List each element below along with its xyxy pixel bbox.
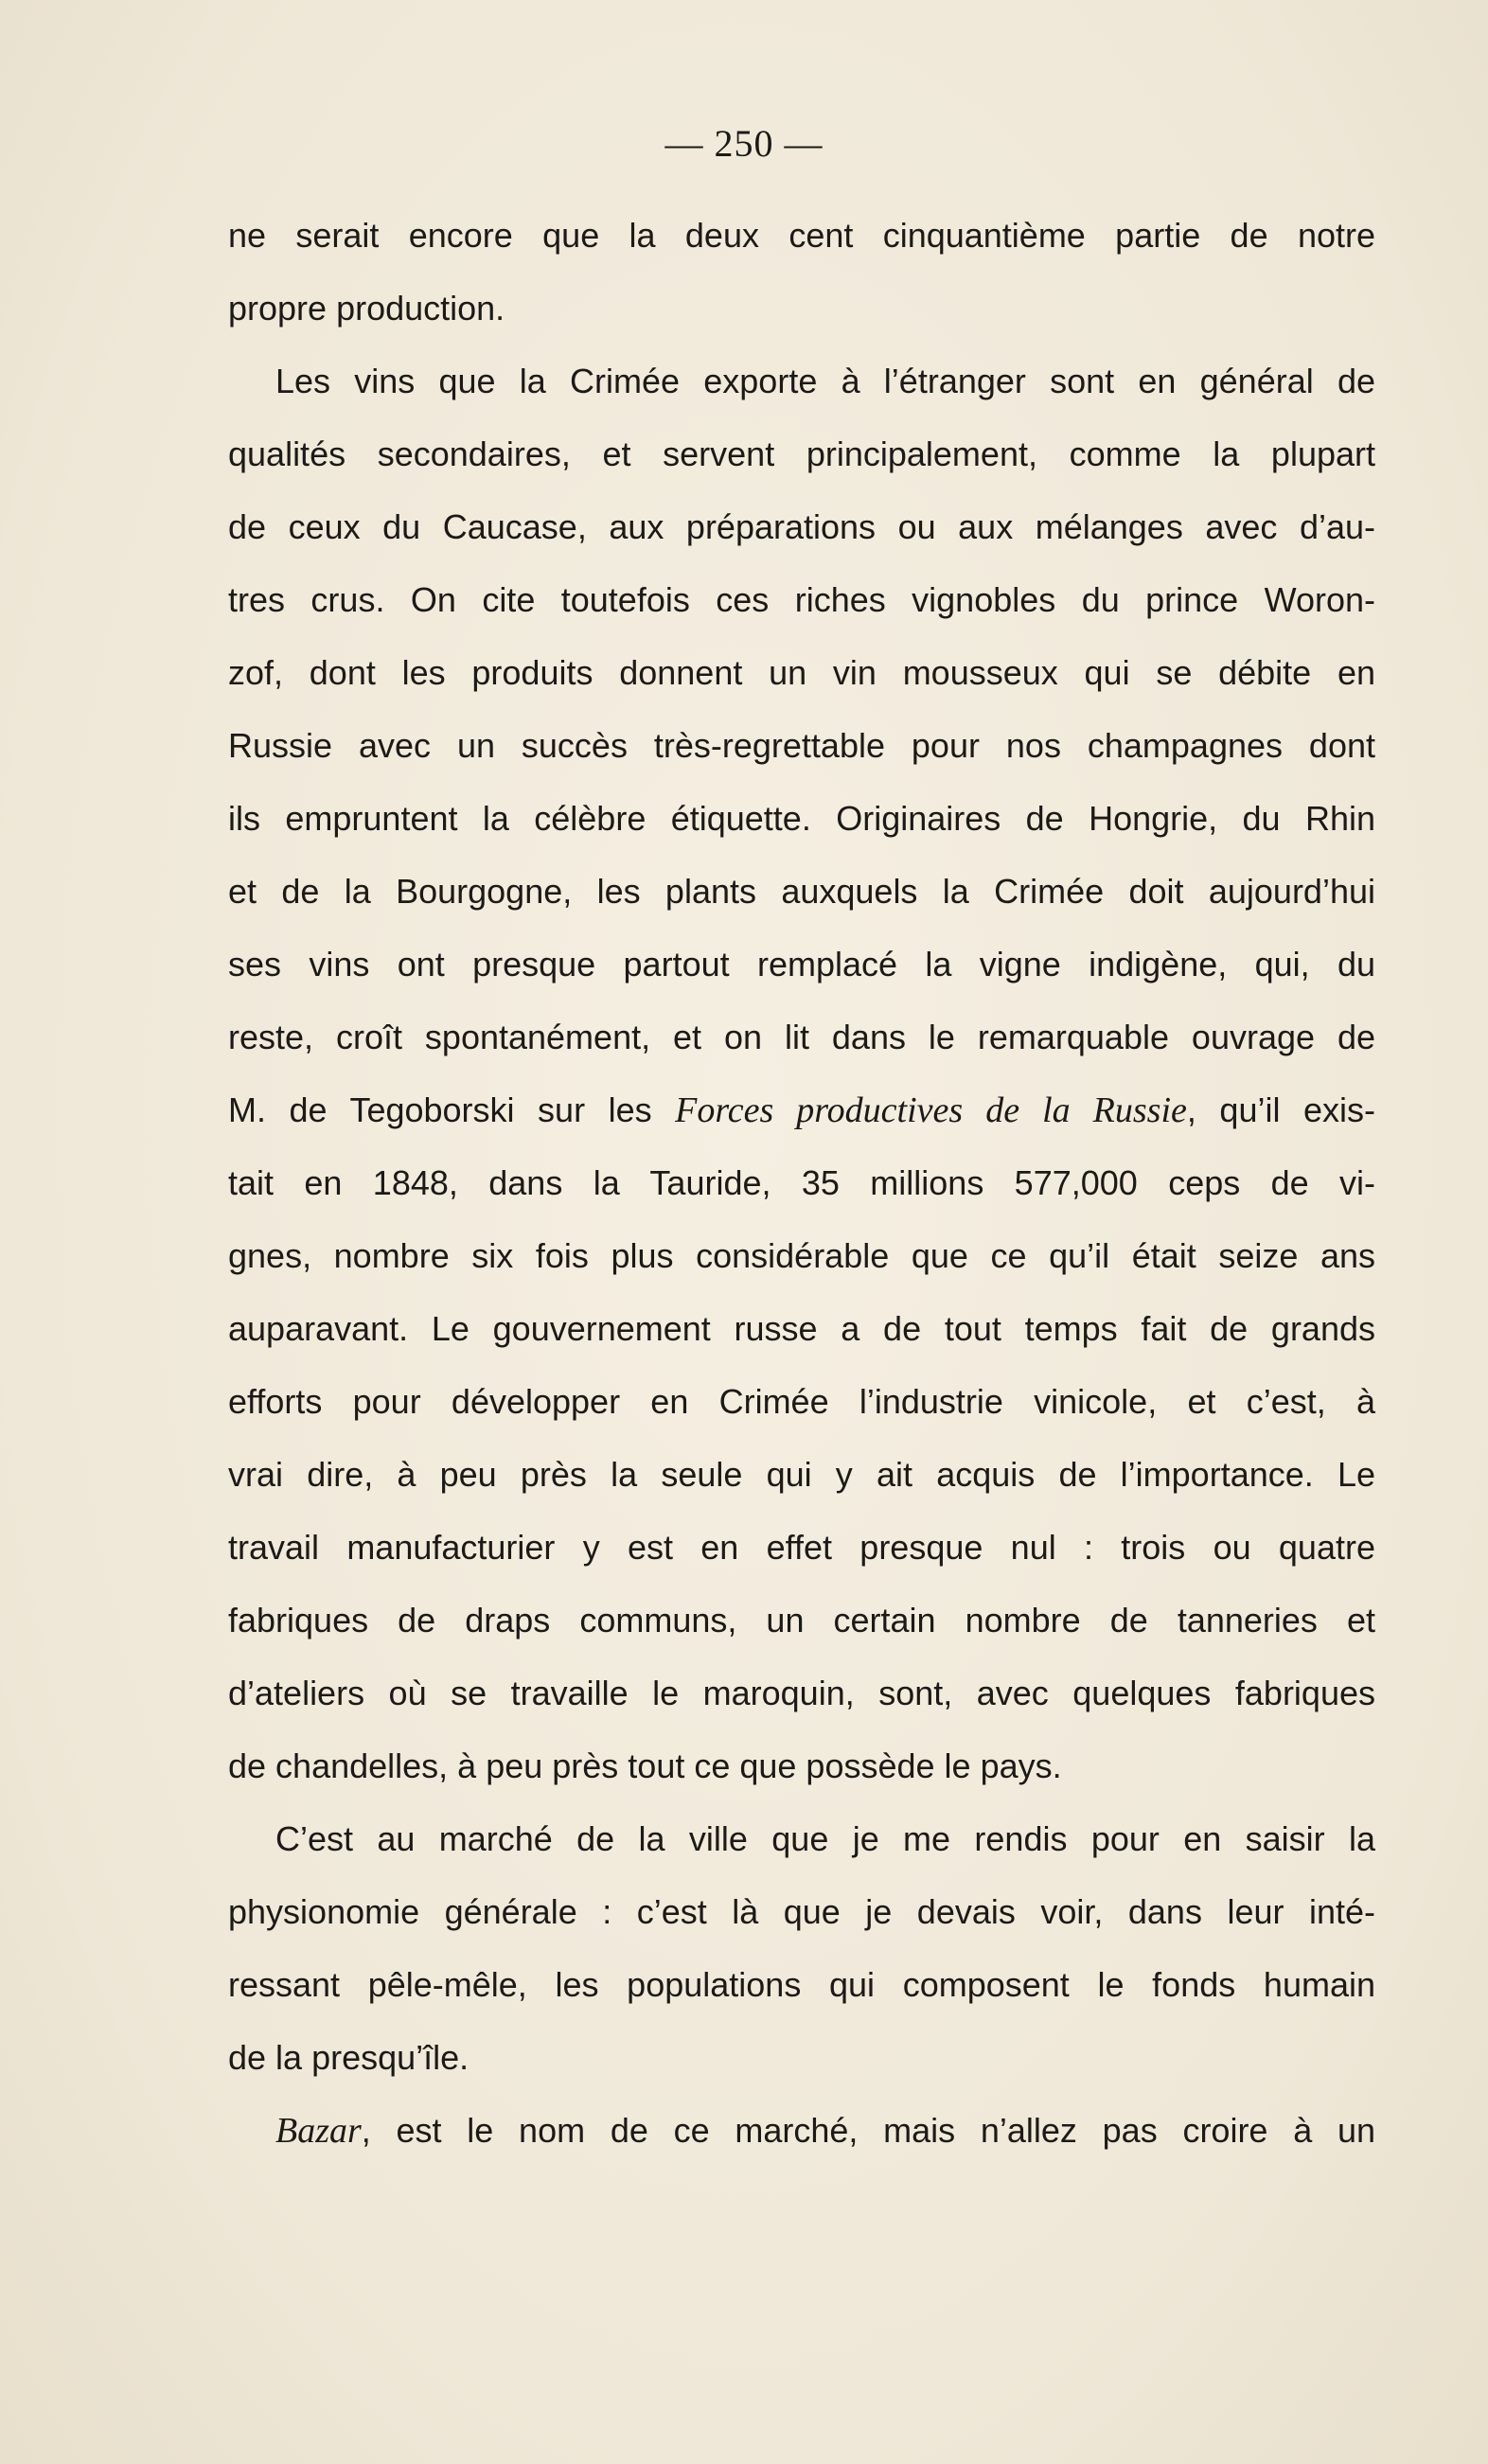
text-segment: Russie avec un succès très-regrettable pour nos champagnes dont (228, 726, 1375, 765)
text-line (228, 1948, 1375, 2021)
text-segment: travail manufacturier y est en effet presque nul : trois ou quatre (228, 1528, 1375, 1567)
text-line (228, 1001, 1375, 1073)
text-line (228, 1802, 1375, 1875)
text-segment: ils empruntent la célèbre étiquette. Originaires de Hongrie, du Rhin (228, 799, 1375, 838)
text-segment: reste, croît spontanément, et on lit dans le remarquable ouvrage de (228, 1018, 1375, 1056)
text-segment: M. de Tegoborski sur les (228, 1090, 676, 1129)
text-segment: et de la Bourgogne, les plants auxquels la Crimée doit aujourd’hui (228, 872, 1375, 911)
text-line (228, 1584, 1375, 1657)
text-line (228, 417, 1375, 490)
text-segment: tait en 1848, dans la Tauride, 35 millions 577,000 ceps de vi- (228, 1163, 1375, 1202)
text-segment: gnes, nombre six fois plus considérable que ce qu’il était seize ans (228, 1236, 1375, 1275)
text-line (228, 490, 1375, 563)
text-segment: de chandelles, à peu près tout ce que possède le pays. (228, 1746, 1062, 1785)
text-line (228, 782, 1375, 855)
text-line (228, 1073, 1375, 1146)
text-segment: , qu’il exis- (1186, 1090, 1375, 1129)
text-segment: C’est au marché de la ville que je me rendis pour en saisir la (275, 1819, 1375, 1858)
text-line (228, 1292, 1375, 1365)
text-line (228, 1365, 1375, 1438)
text-line (228, 1657, 1375, 1729)
text-segment: efforts pour développer en Crimée l’industrie vinicole, et c’est, à (228, 1382, 1375, 1421)
italic-text: Forces productives de la Russie (675, 1090, 1187, 1130)
text-line (228, 636, 1375, 709)
text-line (228, 1875, 1375, 1948)
text-line (228, 855, 1375, 928)
text-line (228, 928, 1375, 1001)
text-line (228, 563, 1375, 636)
text-segment: Les vins que la Crimée exporte à l’étranger sont en général de (275, 362, 1375, 400)
text-line (228, 1438, 1375, 1511)
text-line (228, 2021, 1375, 2094)
text-segment: ressant pêle-mêle, les populations qui composent le fonds humain (228, 1965, 1375, 2004)
body-text (228, 199, 1375, 2167)
text-segment: ne serait encore que la deux cent cinquantième partie de notre (228, 216, 1375, 255)
text-line (228, 1511, 1375, 1584)
text-line (228, 199, 1375, 272)
text-segment: fabriques de draps communs, un certain nombre de tanneries et (228, 1601, 1375, 1640)
text-line (228, 1146, 1375, 1219)
text-segment: de ceux du Caucase, aux préparations ou aux mélanges avec d’au- (228, 507, 1375, 546)
italic-text: Bazar (275, 2111, 362, 2151)
text-line (228, 272, 1375, 345)
text-segment: qualités secondaires, et servent principalement, comme la plupart (228, 434, 1375, 473)
text-line (228, 345, 1375, 417)
text-segment: de la presqu’île. (228, 2038, 469, 2077)
text-segment: tres crus. On cite toutefois ces riches vignobles du prince Woron- (228, 580, 1375, 619)
text-line (228, 1219, 1375, 1292)
page-number: — 250 — (664, 122, 824, 165)
text-segment: physionomie générale : c’est là que je devais voir, dans leur inté- (228, 1892, 1375, 1931)
text-segment: d’ateliers où se travaille le maroquin, sont, avec quelques fabriques (228, 1674, 1375, 1712)
text-line (228, 709, 1375, 782)
text-segment: , est le nom de ce marché, mais n’allez pas croire à un (361, 2111, 1375, 2150)
text-line (228, 1729, 1375, 1802)
text-segment: vrai dire, à peu près la seule qui y ait acquis de l’importance. Le (228, 1455, 1375, 1494)
text-line (228, 2094, 1375, 2167)
text-segment: propre production. (228, 289, 505, 328)
text-segment: ses vins ont presque partout remplacé la vigne indigène, qui, du (228, 945, 1375, 984)
text-segment: zof, dont les produits donnent un vin mousseux qui se débite en (228, 653, 1375, 692)
text-segment: auparavant. Le gouvernement russe a de tout temps fait de grands (228, 1309, 1375, 1348)
